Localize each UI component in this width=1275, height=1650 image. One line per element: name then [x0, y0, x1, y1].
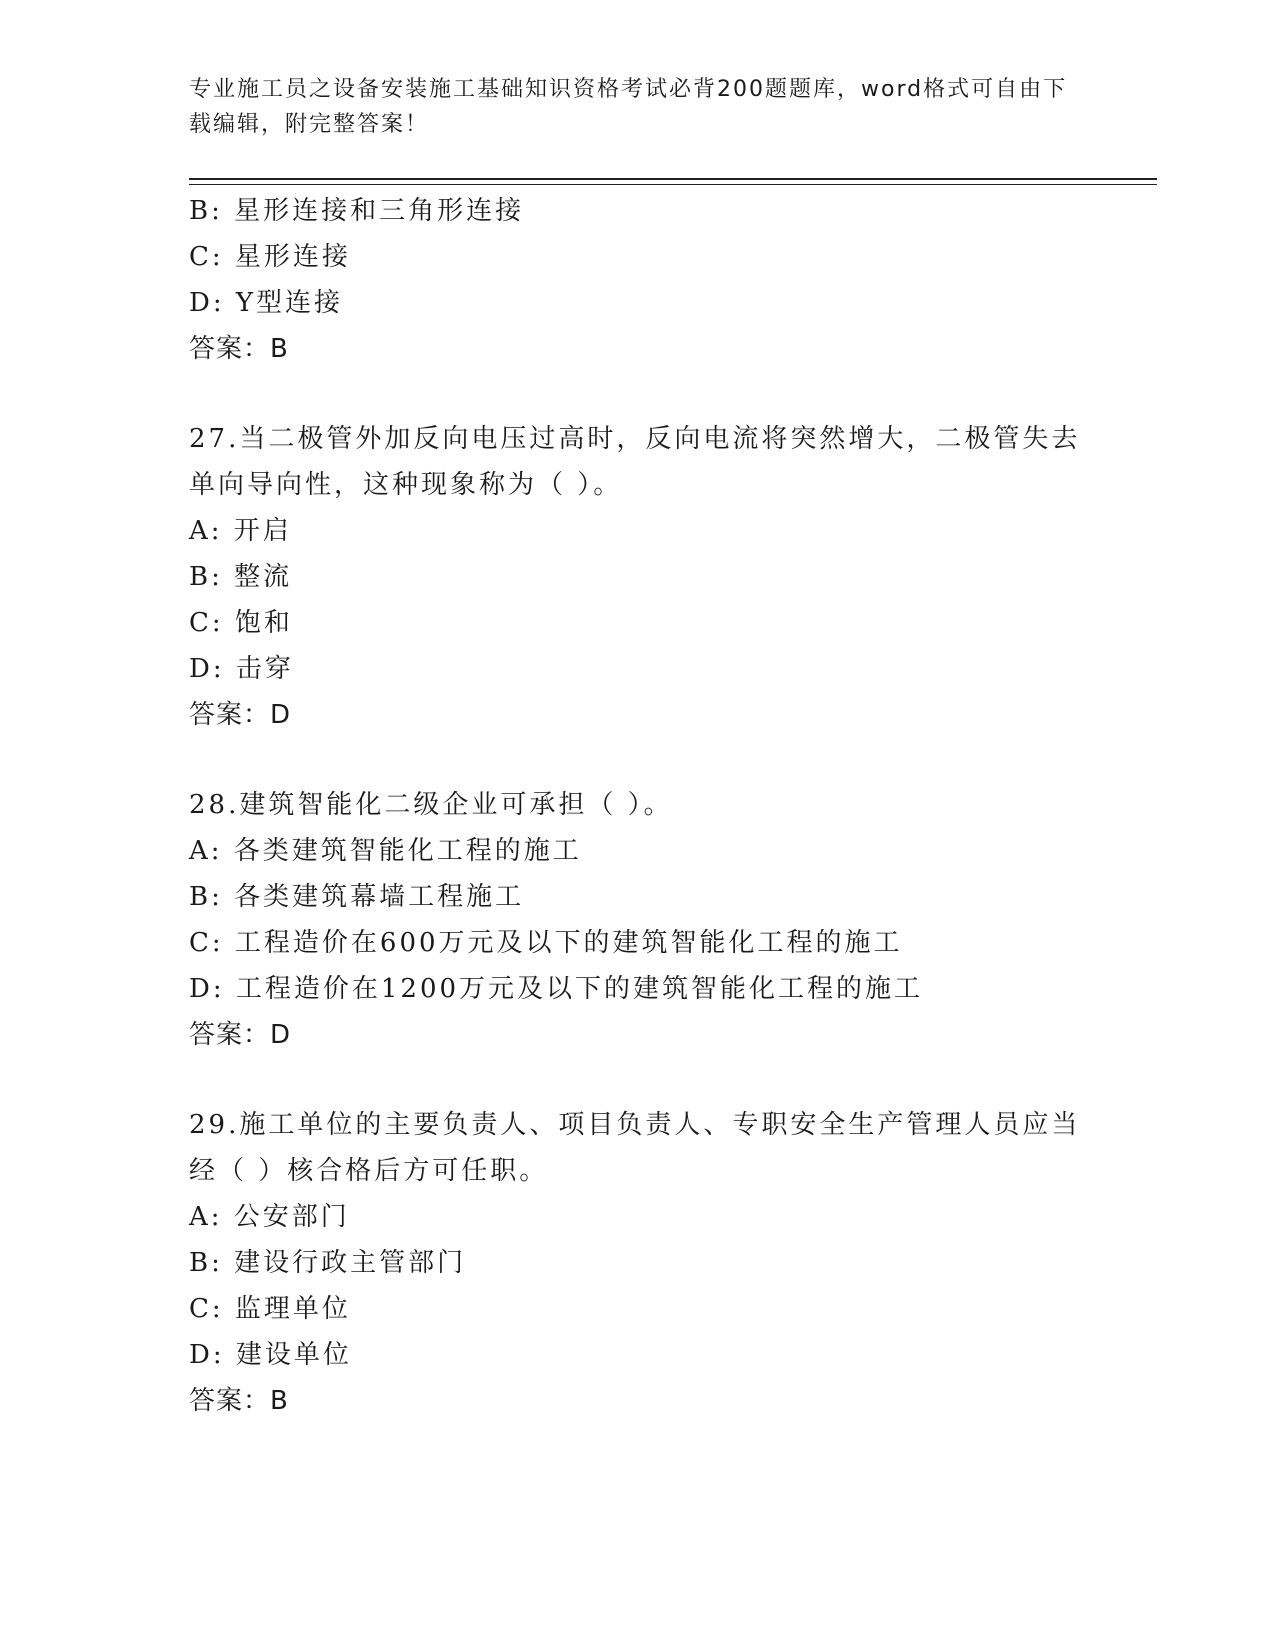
spacer — [189, 1058, 1149, 1102]
answer-line: 答案：D — [189, 700, 292, 730]
question-stem: 27.当二极管外加反向电压过高时，反向电流将突然增大，二极管失去 — [189, 424, 1081, 454]
option-d: D: Y型连接 — [189, 288, 344, 318]
page-header: 专业施工员之设备安装施工基础知识资格考试必背200题题库，word格式可自由下载编辑，附完整答案！ — [189, 77, 1068, 137]
question-list — [189, 188, 1149, 1424]
question-26-continuation — [189, 188, 1149, 372]
option-a: A: 各类建筑智能化工程的施工 — [189, 836, 582, 866]
question-27 — [189, 416, 1149, 738]
option-c: C: 饱和 — [189, 608, 293, 638]
spacer — [189, 738, 1149, 782]
option-d: D: 击穿 — [189, 654, 294, 684]
option-a: A: 开启 — [189, 516, 292, 546]
option-b: B: 建设行政主管部门 — [189, 1248, 467, 1278]
question-stem: 28.建筑智能化二级企业可承担（ ）。 — [189, 790, 673, 820]
header-divider-thin — [189, 184, 1157, 185]
question-29 — [189, 1102, 1149, 1424]
option-d: D: 工程造价在1200万元及以下的建筑智能化工程的施工 — [189, 974, 924, 1004]
answer-line: 答案：D — [189, 1020, 292, 1050]
option-c: C: 工程造价在600万元及以下的建筑智能化工程的施工 — [189, 928, 903, 958]
answer-line: 答案：B — [189, 1386, 289, 1416]
option-b: B: 整流 — [189, 562, 293, 592]
option-b: B: 各类建筑幕墙工程施工 — [189, 882, 525, 912]
option-b: B: 星形连接和三角形连接 — [189, 196, 525, 226]
option-d: D: 建设单位 — [189, 1340, 352, 1370]
question-28 — [189, 782, 1149, 1058]
option-a: A: 公安部门 — [189, 1202, 350, 1232]
question-stem-continued: 单向导向性，这种现象称为（ ）。 — [189, 470, 623, 500]
answer-line: 答案：B — [189, 334, 289, 364]
question-stem: 29.施工单位的主要负责人、项目负责人、专职安全生产管理人员应当 — [189, 1110, 1081, 1140]
question-stem-continued: 经（ ）核合格后方可任职。 — [189, 1156, 549, 1186]
option-c: C: 星形连接 — [189, 242, 351, 272]
option-c: C: 监理单位 — [189, 1294, 351, 1324]
spacer — [189, 372, 1149, 416]
header-divider-thick — [189, 178, 1157, 180]
